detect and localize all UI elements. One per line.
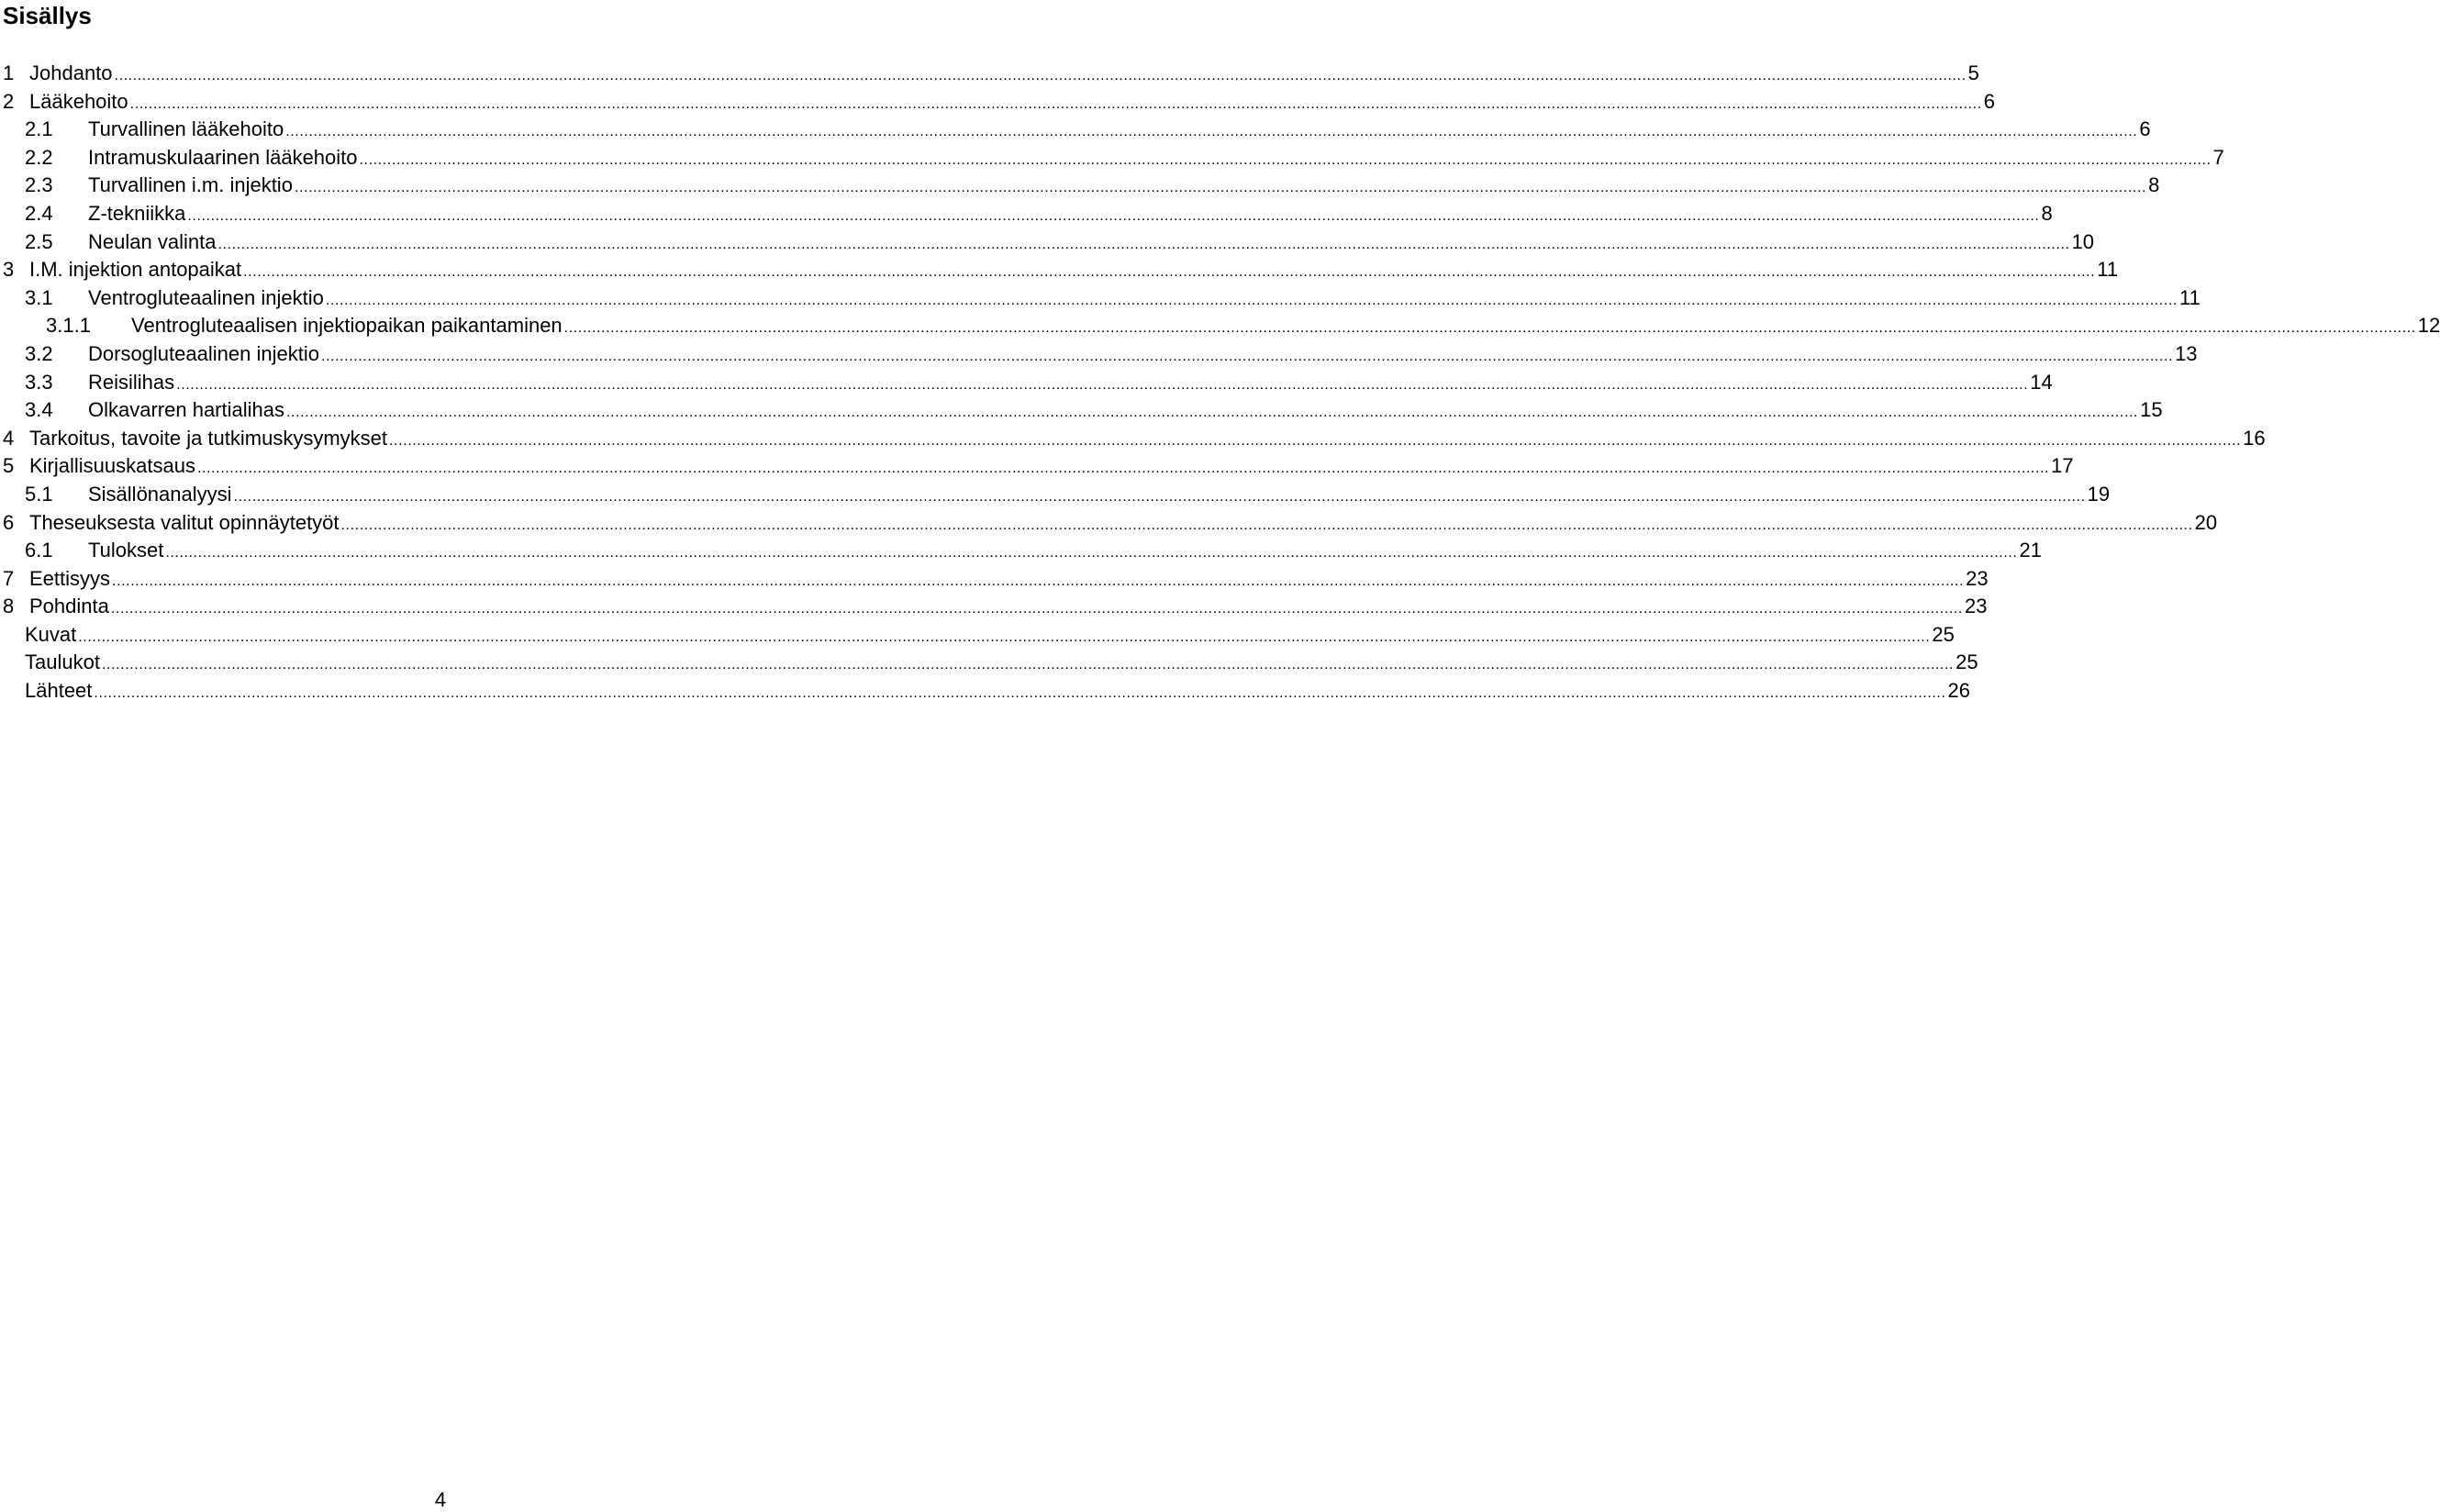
toc-entry-page: 10 [2071,229,2095,253]
toc-entry-page: 21 [2019,539,2042,562]
toc-entry-number: 5 [3,454,15,478]
dot-leader: ................................................................................................................................................................................................................................................................................................................................................................................................................ [233,488,2086,505]
dot-leader: ................................................................................................................................................................................................................................................................................................................................................................................................................ [320,348,2174,364]
toc-entry-page: 12 [2417,314,2440,338]
dot-leader: ................................................................................................................................................................................................................................................................................................................................................................................................................ [285,405,2139,421]
dot-leader: ................................................................................................................................................................................................................................................................................................................................................................................................................ [340,517,2193,533]
toc-entry-title: Ventrogluteaalisen injektiopaikan paikantaminen [131,314,563,338]
toc-entry-title: Tulokset [88,539,164,562]
toc-entry-title: Eettisyys [29,566,111,590]
toc-entry-title: Kuvat [25,622,77,646]
toc-entry-page: 25 [1932,622,1955,646]
dot-leader: ................................................................................................................................................................................................................................................................................................................................................................................................................ [101,657,1955,673]
page-title: Sisällys [3,2,92,29]
toc-entry-title: Olkavarren hartialihas [88,398,284,422]
toc-entry[interactable] [0,256,2119,284]
toc-entry-number: 2.3 [25,173,53,197]
toc-entry-number: 4 [3,426,15,450]
toc-entry-page: 26 [1947,679,1971,703]
dot-leader: ................................................................................................................................................................................................................................................................................................................................................................................................................ [359,151,2212,168]
toc-entry-number: 2.1 [25,117,53,141]
toc-entry-number: 3.1.1 [46,314,91,338]
toc-entry[interactable] [0,172,2160,200]
toc-entry[interactable] [0,116,2151,144]
toc-entry-page: 8 [2148,173,2160,197]
toc-entry-page: 13 [2175,341,2198,365]
dot-leader: ................................................................................................................................................................................................................................................................................................................................................................................................................ [285,124,2138,140]
toc-entry[interactable] [0,621,1955,650]
dot-leader: ................................................................................................................................................................................................................................................................................................................................................................................................................ [129,95,1982,112]
toc-entry-page: 6 [2139,117,2151,141]
toc-entry[interactable] [0,312,2440,340]
toc-entry-number: 2.5 [25,229,53,253]
toc-entry-page: 15 [2140,398,2163,422]
toc-entry-page: 11 [2178,285,2200,309]
dot-leader: ................................................................................................................................................................................................................................................................................................................................................................................................................ [389,432,2242,449]
toc-entry[interactable] [0,677,1971,706]
toc-entry[interactable] [0,200,2053,228]
toc-entry-number: 3.3 [25,370,53,394]
toc-entry[interactable] [0,509,2218,538]
toc-entry-title: Turvallinen i.m. injektio [88,173,293,197]
dot-leader: ................................................................................................................................................................................................................................................................................................................................................................................................................ [563,320,2416,337]
toc-entry-number: 5.1 [25,482,53,506]
toc-entry-title: Kirjallisuuskatsaus [29,454,195,478]
toc-entry[interactable] [0,565,1989,594]
toc-entry-number: 6 [3,510,15,534]
toc-entry-number: 3 [3,258,15,282]
toc-entry[interactable] [0,396,2163,425]
toc-entry-title: Dorsogluteaalinen injektio [88,341,319,365]
toc-entry-page: 14 [2030,370,2053,394]
toc-entry-page: 17 [2051,454,2074,478]
toc-entry-page: 6 [1983,89,1996,113]
toc-entry-title: Taulukot [25,650,100,674]
dot-leader: ................................................................................................................................................................................................................................................................................................................................................................................................................ [294,180,2147,196]
toc-entry-title: Pohdinta [29,595,109,618]
toc-entry-title: Turvallinen lääkehoito [88,117,284,141]
dot-leader: ................................................................................................................................................................................................................................................................................................................................................................................................................ [94,685,1946,702]
toc-entry-page: 16 [2243,426,2266,450]
toc-entry[interactable] [0,340,2198,369]
toc-entry-title: Theseuksesta valitut opinnäytetyöt [29,510,340,534]
dot-leader: ................................................................................................................................................................................................................................................................................................................................................................................................................ [165,545,2018,561]
toc-entry[interactable] [0,144,2224,172]
dot-leader: ................................................................................................................................................................................................................................................................................................................................................................................................................ [176,376,2029,393]
toc-entry-title: Sisällönanalyysi [88,482,232,506]
toc-entry-title: Lääkehoito [29,89,128,113]
toc-entry-title: Johdanto [29,61,113,84]
dot-leader: ................................................................................................................................................................................................................................................................................................................................................................................................................ [114,68,1966,83]
toc-entry-page: 20 [2194,510,2218,534]
toc-entry-number: 2.2 [25,145,53,169]
toc-entry-number: 3.2 [25,341,53,365]
toc-entry[interactable] [0,60,1979,88]
page-number: 4 [434,1488,447,1511]
toc-entry-page: 7 [2212,145,2224,169]
toc-entry-title: Ventrogluteaalinen injektio [88,285,324,309]
toc-entry-title: Z-tekniikka [88,201,186,225]
toc-entry-number: 8 [3,595,15,618]
toc-entry[interactable] [0,228,2095,257]
toc-entry-page: 25 [1955,650,1978,674]
toc-entry-page: 23 [1966,566,1989,590]
toc-entry[interactable] [0,593,1988,621]
toc-entry-title: Lähteet [25,679,93,703]
toc-entry[interactable] [0,369,2053,397]
toc-entry[interactable] [0,88,1996,117]
toc-entry[interactable] [0,284,2200,313]
toc-entry[interactable] [0,481,2111,509]
toc-entry[interactable] [0,537,2042,565]
dot-leader: ................................................................................................................................................................................................................................................................................................................................................................................................................ [110,601,1963,617]
toc-entry-number: 3.1 [25,285,53,309]
dot-leader: ................................................................................................................................................................................................................................................................................................................................................................................................................ [187,207,2040,224]
toc-entry[interactable] [0,649,1978,677]
toc-entry-number: 2.4 [25,201,53,225]
toc-entry-title: Intramuskulaarinen lääkehoito [88,145,358,169]
toc-entry-number: 7 [3,566,15,590]
dot-leader: ................................................................................................................................................................................................................................................................................................................................................................................................................ [325,292,2178,308]
toc-entry-title: I.M. injektion antopaikat [29,258,242,282]
toc-entry-number: 6.1 [25,539,53,562]
toc-entry-number: 1 [3,61,15,84]
toc-entry-page: 5 [1967,61,1979,84]
dot-leader: ................................................................................................................................................................................................................................................................................................................................................................................................................ [196,461,2050,477]
toc-entry-title: Neulan valinta [88,229,217,253]
dot-leader: ................................................................................................................................................................................................................................................................................................................................................................................................................ [78,628,1931,645]
toc-entry[interactable] [0,425,2266,453]
toc-entry-title: Tarkoitus, tavoite ja tutkimuskysymykset [29,426,388,450]
dot-leader: ................................................................................................................................................................................................................................................................................................................................................................................................................ [112,573,1965,589]
table-of-contents [0,60,2440,706]
toc-entry-page: 23 [1964,595,1988,618]
toc-entry-number: 3.4 [25,398,53,422]
toc-entry-page: 8 [2041,201,2053,225]
dot-leader: ................................................................................................................................................................................................................................................................................................................................................................................................................ [243,264,2096,281]
toc-entry-page: 19 [2087,482,2111,506]
toc-entry-page: 11 [2097,258,2119,282]
dot-leader: ................................................................................................................................................................................................................................................................................................................................................................................................................ [217,236,2070,252]
toc-entry-title: Reisilihas [88,370,175,394]
toc-entry[interactable] [0,452,2074,481]
toc-entry-number: 2 [3,89,15,113]
